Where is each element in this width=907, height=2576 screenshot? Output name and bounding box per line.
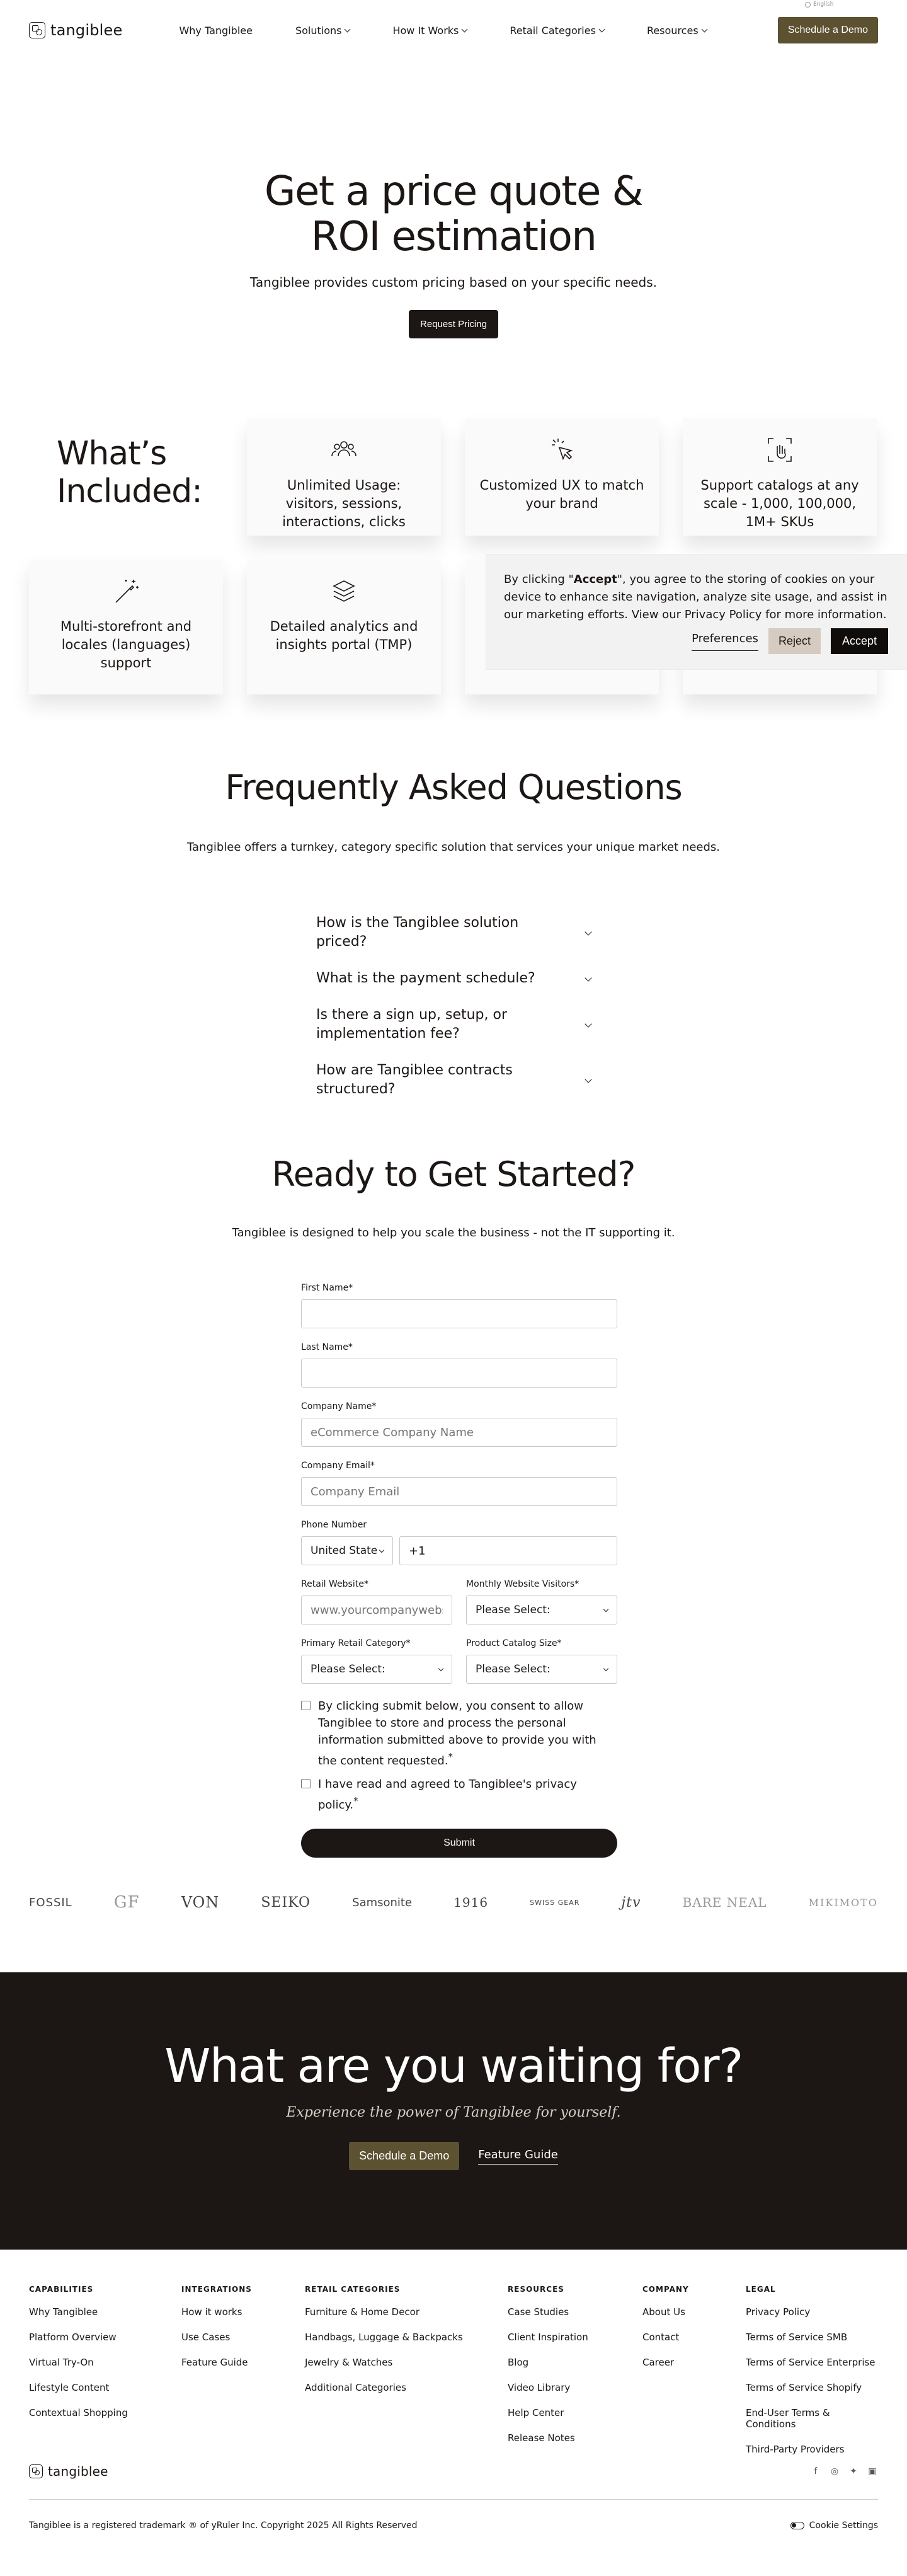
nav-label: Retail Categories — [510, 24, 596, 37]
phone-label: Phone Number — [301, 1520, 367, 1530]
footer-col-resources — [508, 2285, 642, 2469]
footer-col-title: COMPANY — [642, 2285, 689, 2294]
phone-field-group — [301, 1520, 617, 1565]
nav-label: Resources — [646, 24, 699, 37]
language-label: English — [813, 1, 834, 8]
nav-label: Why Tangiblee — [179, 24, 253, 37]
copyright-text: Tangiblee is a registered trademark ® of yRuler Inc. Copyright 2025 All Rights Reserved — [29, 2521, 418, 2531]
company-name-label: Company Name* — [301, 1401, 377, 1412]
chevron-down-icon — [379, 1547, 384, 1552]
faq-question: What is the payment schedule? — [316, 970, 535, 986]
nav-item-retail-categories[interactable] — [510, 25, 604, 37]
phone-row — [301, 1536, 617, 1565]
privacy-label: I have read and agreed to Tangiblee's privacy policy. — [318, 1778, 577, 1812]
last-name-field-group — [301, 1342, 617, 1388]
faq-item[interactable] — [316, 914, 591, 952]
footer-link[interactable]: Handbags, Luggage & Backpacks — [305, 2332, 463, 2343]
ready-title: Ready to Get Started? — [271, 1154, 636, 1194]
client-logo-jtv: jtv — [621, 1894, 641, 1911]
chevron-down-icon — [345, 26, 351, 32]
footer-link[interactable]: Help Center — [508, 2407, 564, 2418]
company-email-field-group — [301, 1461, 617, 1506]
faq-question: How are Tangiblee contracts structured? — [316, 1062, 513, 1097]
cookie-settings-link[interactable] — [790, 2521, 878, 2531]
company-name-field-group — [301, 1401, 617, 1447]
company-email-label: Company Email* — [301, 1461, 375, 1471]
site-header — [29, 14, 878, 47]
website-label: Retail Website* — [301, 1579, 368, 1589]
footer-link[interactable]: Video Library — [508, 2382, 571, 2393]
client-logo-fossil: FOSSIL — [29, 1895, 72, 1909]
phone-input[interactable] — [399, 1536, 617, 1565]
footer-link[interactable]: Privacy Policy — [746, 2306, 811, 2318]
hero-subtitle: Tangiblee provides custom pricing based on your specific needs. — [250, 275, 657, 290]
footer-link[interactable]: Virtual Try-On — [29, 2357, 94, 2368]
category-value: Please Select: — [311, 1663, 385, 1676]
faq-item[interactable] — [316, 969, 591, 988]
footer-col-title: RESOURCES — [508, 2285, 564, 2294]
feature-card-text: Detailed analytics and insights portal (TMP) — [270, 619, 418, 652]
footer-link[interactable]: Contextual Shopping — [29, 2407, 128, 2418]
required-mark: * — [448, 1751, 454, 1762]
footer-link[interactable]: Use Cases — [181, 2332, 231, 2343]
feature-card — [465, 418, 659, 536]
cookie-preferences-button[interactable]: Preferences — [692, 632, 758, 651]
visitors-value: Please Select: — [476, 1604, 550, 1616]
first-name-input[interactable] — [301, 1299, 617, 1328]
last-name-label: Last Name* — [301, 1342, 353, 1352]
cta-title: What are you waiting for? — [164, 2039, 743, 2093]
logo-icon — [29, 22, 45, 38]
category-label: Primary Retail Category* — [301, 1638, 411, 1648]
faq-item[interactable] — [316, 1006, 591, 1044]
pointer-click-icon — [547, 435, 577, 465]
main-nav — [179, 25, 706, 37]
faq-question: Is there a sign up, setup, or implementation fee? — [316, 1007, 508, 1042]
footer-link[interactable]: Feature Guide — [181, 2357, 248, 2368]
nav-label: How It Works — [392, 24, 459, 37]
footer-logo[interactable] — [29, 2464, 108, 2479]
cookie-text-part: ", you agree to the storing of cookies on your device to enhance site navigation, analyze site usage, and assist in our marketing efforts. View our Privacy Policy for more information. — [504, 573, 887, 621]
logo-icon — [29, 2464, 43, 2478]
instagram-icon[interactable]: ◎ — [830, 2466, 839, 2476]
faq-list — [316, 914, 591, 1117]
language-selector[interactable] — [805, 1, 834, 8]
consent-checkbox-row — [301, 1698, 617, 1769]
footer-link[interactable]: Client Inspiration — [508, 2332, 588, 2343]
cta-feature-guide-link[interactable]: Feature Guide — [478, 2148, 558, 2165]
footer-divider — [29, 2499, 878, 2500]
footer-link[interactable]: Terms of Service Enterprise — [746, 2357, 876, 2368]
website-input[interactable] — [301, 1596, 452, 1624]
contact-form — [301, 1283, 617, 1858]
catalog-select[interactable] — [466, 1655, 617, 1684]
website-field-group — [301, 1579, 452, 1624]
cta-schedule-demo-button[interactable]: Schedule a Demo — [349, 2142, 459, 2170]
country-value: United State — [311, 1544, 378, 1557]
catalog-field-group — [466, 1638, 617, 1684]
users-icon — [329, 435, 359, 465]
client-logo-swissgear: SWISS GEAR — [530, 1898, 580, 1907]
company-name-input[interactable] — [301, 1418, 617, 1447]
footer-link[interactable]: Blog — [508, 2357, 529, 2368]
footer-link[interactable]: About Us — [642, 2306, 685, 2318]
footer-link[interactable]: Case Studies — [508, 2306, 569, 2318]
hero-title-line: ROI estimation — [311, 214, 596, 260]
cta-subtitle: Experience the power of Tangiblee for yourself. — [286, 2105, 621, 2120]
feature-card-text: Support catalogs at any scale - 1,000, 100,000, 1M+ SKUs — [700, 478, 859, 529]
logo[interactable] — [29, 21, 122, 39]
chevron-down-icon — [603, 1606, 608, 1611]
privacy-checkbox-row — [301, 1776, 617, 1814]
facebook-icon[interactable]: f — [814, 2466, 818, 2476]
hero-section — [0, 169, 907, 338]
nav-item-resources[interactable] — [647, 25, 707, 37]
footer-link[interactable]: Terms of Service SMB — [746, 2332, 848, 2343]
chevron-down-icon — [585, 1020, 591, 1027]
cookie-accept-button[interactable]: Accept — [831, 628, 888, 654]
footer-link[interactable]: Jewelry & Watches — [305, 2357, 393, 2368]
consent-text — [318, 1698, 617, 1769]
footer-link[interactable]: Contact — [642, 2332, 680, 2343]
nav-item-solutions[interactable] — [295, 25, 350, 37]
included-title — [57, 435, 202, 510]
chevron-down-icon — [585, 928, 591, 935]
nav-item-how-it-works[interactable] — [392, 25, 467, 37]
footer-link[interactable]: Why Tangiblee — [29, 2306, 98, 2318]
client-logo-bare-neal: BARE NEAL — [682, 1895, 767, 1910]
feature-card-text: Customized UX to match your brand — [479, 478, 644, 511]
faq-item[interactable] — [316, 1061, 591, 1099]
privacy-checkbox[interactable] — [301, 1779, 311, 1788]
chevron-down-icon — [585, 974, 591, 981]
magic-wand-icon — [111, 576, 141, 606]
layers-icon — [329, 576, 359, 606]
cookie-settings-label: Cookie Settings — [809, 2521, 878, 2531]
privacy-text — [318, 1776, 617, 1814]
footer-link[interactable]: End-User Terms & Conditions — [746, 2407, 830, 2430]
website-visitors-row — [301, 1579, 617, 1638]
feature-card — [29, 560, 223, 694]
schedule-demo-button[interactable]: Schedule a Demo — [778, 17, 878, 43]
footer-link[interactable]: Terms of Service Shopify — [746, 2382, 862, 2393]
chevron-down-icon — [585, 1076, 591, 1083]
category-select[interactable] — [301, 1655, 452, 1684]
footer-link[interactable]: How it works — [181, 2306, 242, 2318]
footer-link[interactable]: Release Notes — [508, 2432, 575, 2444]
faq-question: How is the Tangiblee solution priced? — [316, 915, 519, 950]
category-field-group — [301, 1638, 452, 1684]
footer-link[interactable]: Career — [642, 2357, 675, 2368]
client-logo-seiko: SEIKO — [261, 1894, 311, 1911]
logo-text: tangiblee — [48, 2464, 108, 2479]
chevron-down-icon — [462, 26, 468, 32]
footer-link[interactable]: Third-Party Providers — [746, 2444, 845, 2455]
consent-label: By clicking submit below, you consent to allow Tangiblee to store and process the personal information submitted above to provide you with the content requested. — [318, 1699, 596, 1768]
footer-col-company — [642, 2285, 746, 2469]
submit-button[interactable]: Submit — [301, 1829, 617, 1858]
nav-item-why-tangiblee[interactable] — [179, 25, 252, 37]
client-logo-samsonite: Samsonite — [352, 1895, 413, 1909]
footer-link[interactable]: Platform Overview — [29, 2332, 117, 2343]
globe-icon — [805, 2, 811, 8]
footer-col-title: LEGAL — [746, 2285, 776, 2294]
footer-col-integrations — [181, 2285, 305, 2469]
country-select[interactable] — [301, 1536, 393, 1565]
footer-col-title: CAPABILITIES — [29, 2285, 94, 2294]
hero-title-line: Get a price quote & — [264, 168, 643, 215]
footer-link[interactable]: Lifestyle Content — [29, 2382, 110, 2393]
footer-col-capabilities — [29, 2285, 181, 2469]
visitors-select[interactable] — [466, 1596, 617, 1624]
company-email-input[interactable] — [301, 1477, 617, 1506]
hero-title — [0, 169, 907, 260]
footer-col-title: INTEGRATIONS — [181, 2285, 252, 2294]
category-catalog-row — [301, 1638, 617, 1698]
faq-title: Frequently Asked Questions — [225, 768, 682, 807]
cta-actions — [0, 2142, 907, 2170]
client-logo-mikimoto: MIKIMOTO — [808, 1896, 878, 1909]
toggle-icon — [790, 2522, 804, 2529]
footer-columns — [29, 2285, 878, 2469]
included-title-line: What’s — [57, 435, 167, 473]
included-title-line: Included: — [57, 473, 202, 510]
feature-card — [247, 418, 441, 536]
visitors-field-group — [466, 1579, 617, 1624]
feature-card — [683, 418, 877, 536]
chevron-down-icon — [603, 1665, 608, 1670]
cta-section — [0, 1972, 907, 2250]
last-name-input[interactable] — [301, 1359, 617, 1388]
request-pricing-button[interactable]: Request Pricing — [409, 310, 498, 338]
catalog-label: Product Catalog Size* — [466, 1638, 562, 1648]
cookie-banner — [486, 555, 907, 669]
visitors-label: Monthly Website Visitors* — [466, 1579, 579, 1589]
hand-scan-icon — [765, 435, 795, 465]
social-links — [810, 2466, 878, 2477]
required-mark: * — [353, 1795, 358, 1807]
twitter-icon[interactable]: ✦ — [850, 2466, 857, 2476]
consent-checkbox[interactable] — [301, 1701, 311, 1710]
feature-card-text: Unlimited Usage: visitors, sessions, interactions, clicks — [282, 478, 406, 529]
cookie-text-part: By clicking " — [504, 573, 574, 586]
feature-card-text: Multi-storefront and locales (languages) support — [60, 619, 192, 670]
chevron-down-icon — [598, 26, 605, 32]
footer-col-legal — [746, 2285, 878, 2469]
feature-card — [247, 560, 441, 694]
ready-subtitle: Tangiblee is designed to help you scale the business - not the IT supporting it. — [232, 1226, 675, 1239]
footer-col-retail-categories — [305, 2285, 508, 2469]
nav-label: Solutions — [295, 24, 342, 37]
client-logo-gf: GF — [113, 1893, 140, 1912]
chevron-down-icon — [438, 1665, 443, 1670]
cookie-actions — [692, 628, 888, 654]
cookie-reject-button[interactable]: Reject — [768, 628, 821, 654]
logo-text: tangiblee — [50, 21, 123, 39]
client-logos — [29, 1893, 878, 1912]
cookie-text — [504, 571, 889, 624]
cookie-text-bold: Accept — [573, 573, 617, 586]
catalog-value: Please Select: — [476, 1663, 550, 1676]
chevron-down-icon — [701, 26, 707, 32]
client-logo-von: VON — [181, 1894, 220, 1911]
footer-col-title: RETAIL CATEGORIES — [305, 2285, 401, 2294]
client-logo-1916: 1916 — [454, 1895, 489, 1910]
linkedin-icon[interactable]: ▣ — [868, 2466, 877, 2476]
first-name-label: First Name* — [301, 1283, 353, 1293]
faq-subtitle: Tangiblee offers a turnkey, category specific solution that services your unique market needs. — [186, 841, 720, 854]
first-name-field-group — [301, 1283, 617, 1328]
footer-link[interactable]: Furniture & Home Decor — [305, 2306, 420, 2318]
footer-link[interactable]: Additional Categories — [305, 2382, 406, 2393]
